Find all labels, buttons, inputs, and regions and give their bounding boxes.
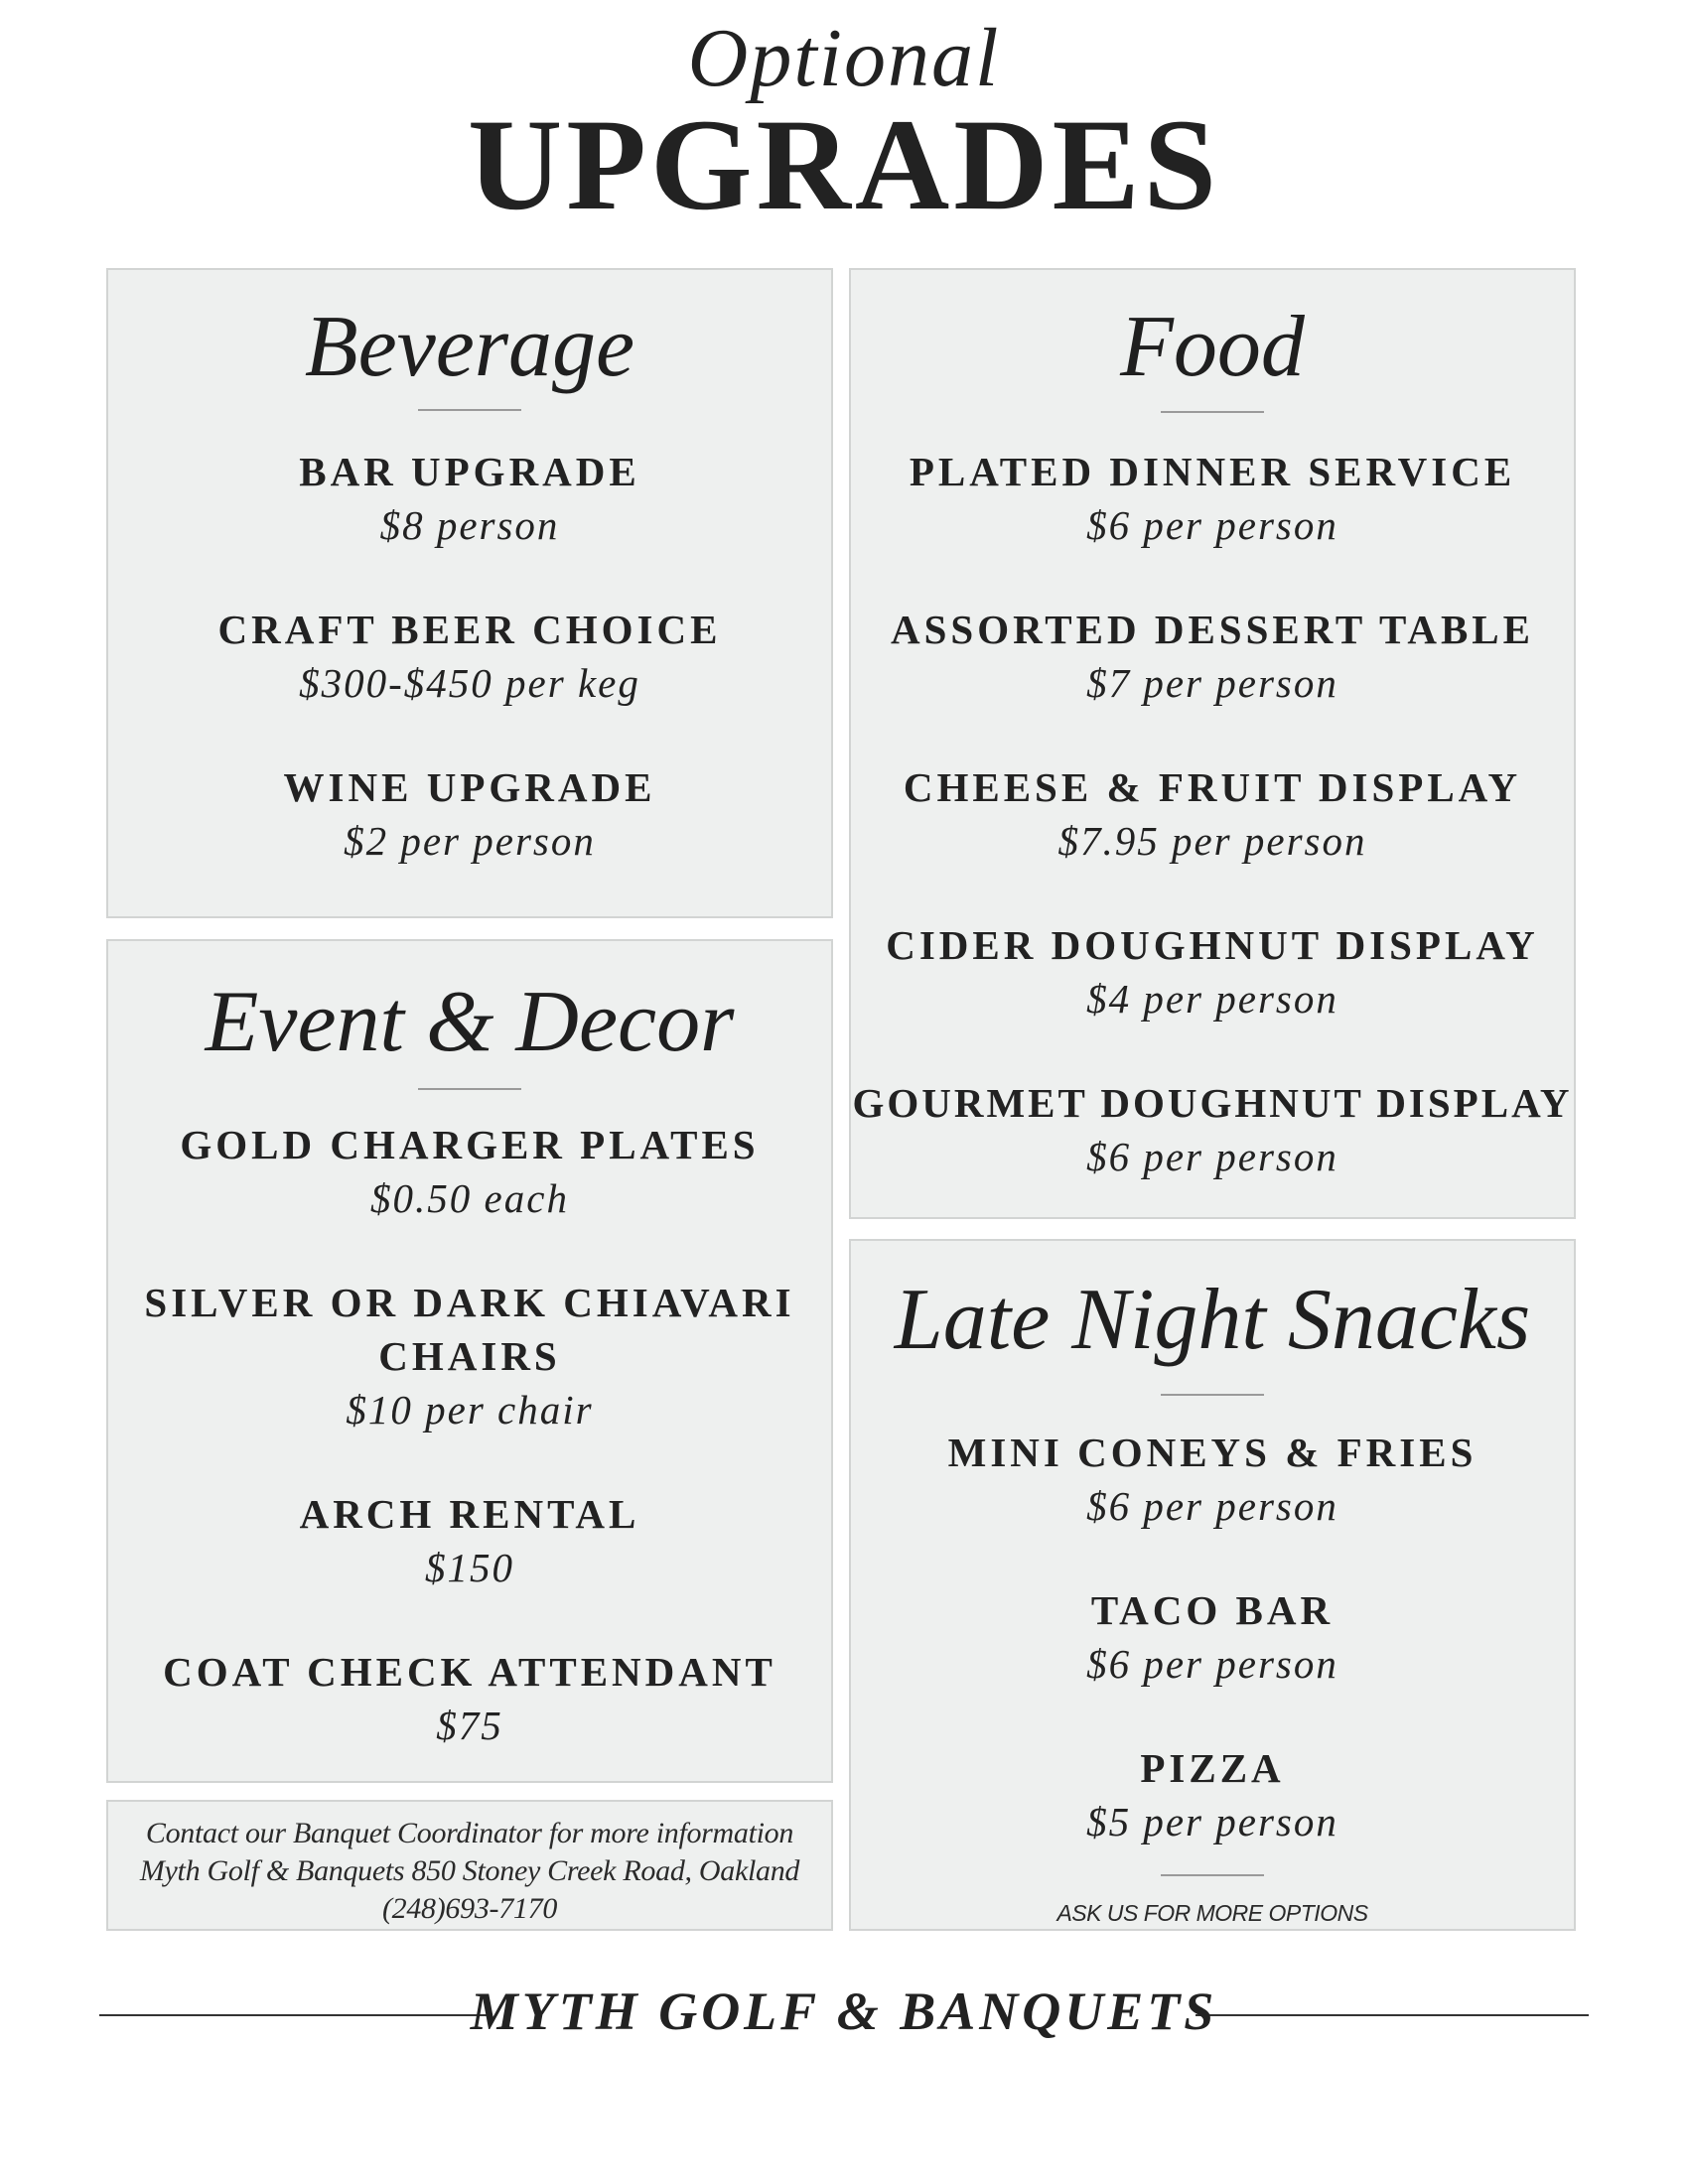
late-night-divider xyxy=(1161,1394,1264,1396)
late-night-bottom-divider xyxy=(1161,1874,1264,1876)
late-night-panel xyxy=(849,1239,1576,1931)
item-price: $0.50 each xyxy=(370,1175,569,1221)
contact-phone: (248)693-7170 xyxy=(381,1892,558,1925)
item-name: CHAIRS xyxy=(378,1333,561,1379)
menu-item xyxy=(108,1487,831,1594)
event-decor-divider xyxy=(418,1088,521,1090)
item-name: BAR UPGRADE xyxy=(299,449,640,494)
menu-item xyxy=(851,918,1574,1025)
item-name: ASSORTED DESSERT TABLE xyxy=(891,607,1534,652)
item-name: PIZZA xyxy=(1140,1745,1285,1791)
item-price: $6 per person xyxy=(1086,1483,1338,1529)
page-subtitle: Optional xyxy=(687,12,1001,104)
item-price: $6 per person xyxy=(1086,1134,1338,1179)
beverage-divider xyxy=(418,409,521,411)
item-name: CRAFT BEER CHOICE xyxy=(217,607,722,652)
beverage-panel xyxy=(106,268,833,918)
item-price: $2 per person xyxy=(344,818,596,864)
item-price: $5 per person xyxy=(1086,1799,1338,1844)
item-price: $6 per person xyxy=(1086,1641,1338,1687)
menu-item xyxy=(108,1276,831,1436)
contact-line-1: Contact our Banquet Coordinator for more information xyxy=(145,1817,794,1849)
item-name: PLATED DINNER SERVICE xyxy=(909,449,1516,494)
more-options-note: ASK US FOR MORE OPTIONS xyxy=(1056,1900,1368,1926)
menu-item xyxy=(851,1426,1574,1533)
menu-item xyxy=(108,603,831,710)
item-name: WINE UPGRADE xyxy=(283,764,656,810)
contact-panel xyxy=(106,1800,833,1931)
late-night-title: Late Night Snacks xyxy=(894,1272,1531,1368)
item-price: $10 per chair xyxy=(346,1387,594,1433)
item-name: GOURMET DOUGHNUT DISPLAY xyxy=(852,1080,1573,1126)
item-name: SILVER OR DARK CHIAVARI xyxy=(144,1280,795,1325)
menu-item xyxy=(851,1741,1574,1848)
item-name: CHEESE & FRUIT DISPLAY xyxy=(903,764,1522,810)
item-name: GOLD CHARGER PLATES xyxy=(180,1122,760,1167)
footer-brand: MYTH GOLF & BANQUETS xyxy=(470,1981,1218,2041)
item-price: $6 per person xyxy=(1086,502,1338,548)
page-title: UPGRADES xyxy=(467,91,1221,237)
beverage-title: Beverage xyxy=(304,299,635,395)
item-name: CIDER DOUGHNUT DISPLAY xyxy=(886,922,1539,968)
food-divider xyxy=(1161,411,1264,413)
contact-address: Myth Golf & Banquets 850 Stoney Creek Road, Oakland xyxy=(139,1854,800,1887)
item-price: $8 person xyxy=(379,502,560,548)
item-name: TACO BAR xyxy=(1090,1587,1335,1633)
item-price: $4 per person xyxy=(1086,976,1338,1022)
menu-item xyxy=(851,1583,1574,1691)
menu-item xyxy=(108,760,831,868)
item-name: MINI CONEYS & FRIES xyxy=(947,1430,1477,1475)
menu-item xyxy=(108,445,831,552)
item-price: $150 xyxy=(425,1545,514,1590)
menu-item xyxy=(108,1645,831,1752)
menu-item xyxy=(108,1118,831,1225)
item-name: COAT CHECK ATTENDANT xyxy=(163,1649,776,1695)
item-name: ARCH RENTAL xyxy=(299,1491,640,1537)
menu-item xyxy=(851,760,1574,868)
food-title: Food xyxy=(1120,299,1305,395)
food-panel xyxy=(849,268,1576,1219)
menu-item xyxy=(851,603,1574,710)
item-price: $75 xyxy=(436,1703,503,1748)
event-decor-title: Event & Decor xyxy=(205,974,735,1070)
event-decor-panel xyxy=(106,939,833,1783)
item-price: $7.95 per person xyxy=(1057,818,1367,864)
item-price: $7 per person xyxy=(1086,660,1338,706)
menu-item xyxy=(851,445,1574,552)
menu-item xyxy=(851,1076,1574,1183)
item-price: $300-$450 per keg xyxy=(299,660,640,706)
